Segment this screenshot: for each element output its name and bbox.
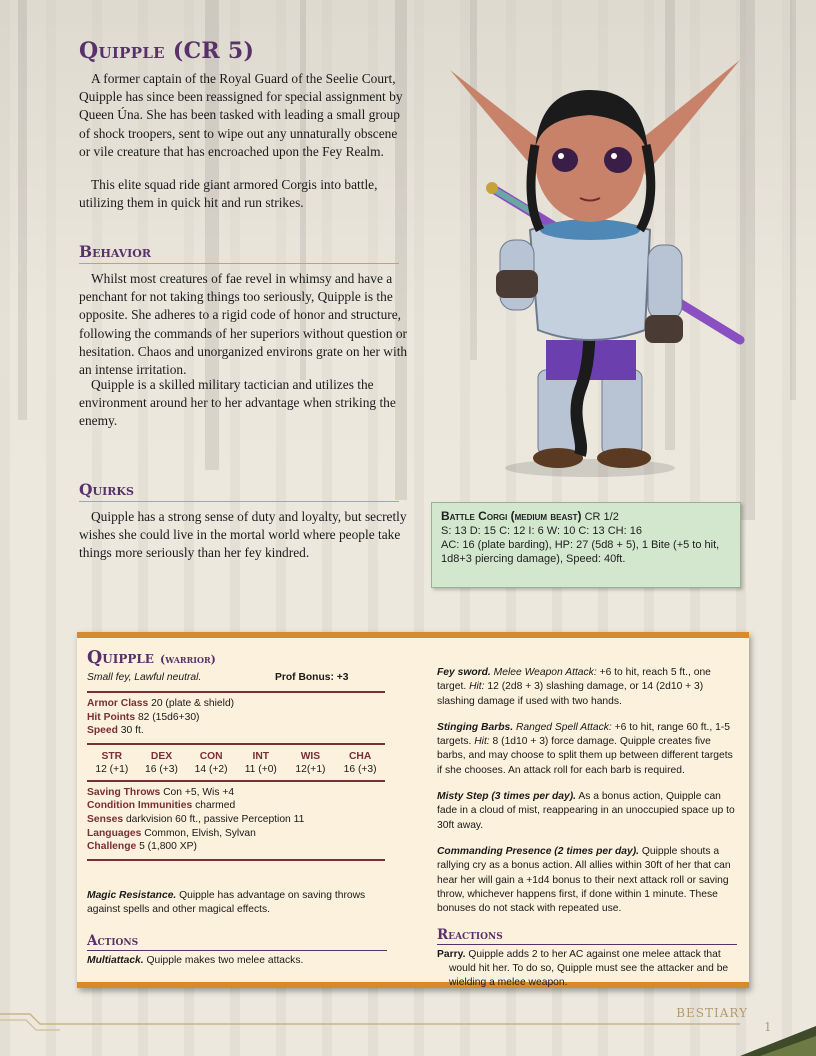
- quipple-stat-block: [77, 632, 749, 988]
- cimm-value: charmed: [195, 800, 236, 812]
- speed-line: [87, 724, 387, 738]
- ability-value: 12 (+1): [95, 763, 129, 775]
- senses-value: darkvision 60 ft., passive Perception 11: [125, 813, 305, 825]
- saving-throws-line: [87, 786, 387, 800]
- saves-label: Saving Throws: [87, 786, 161, 798]
- corgi-line-3: 1d8+3 piercing damage), Speed: 40ft.: [441, 553, 626, 565]
- quipple-figure: [440, 60, 760, 480]
- speed-value: 30 ft.: [120, 725, 144, 737]
- parry-name: Parry.: [437, 948, 466, 960]
- stat-block-title: Quipple: [87, 648, 154, 668]
- background-tree: [790, 0, 796, 400]
- multi-name: Multiattack.: [87, 955, 144, 967]
- multi-text: Quipple makes two melee attacks.: [146, 955, 304, 967]
- behavior-heading: Behavior: [79, 242, 399, 264]
- divider: [87, 780, 385, 782]
- lang-label: Languages: [87, 827, 142, 839]
- barbs-name: Stinging Barbs.: [437, 721, 514, 733]
- fey-hit-label: Hit:: [469, 681, 485, 693]
- footer-section-label: BESTIARY: [676, 1006, 748, 1020]
- parry-text: Quipple adds 2 to her AC against one melee attack that would hit her. To do so, Quipple must see the attacker and be wielding a melee weapon.: [449, 948, 729, 989]
- misty-step-action: [437, 790, 737, 833]
- stat-block-name: [87, 648, 387, 668]
- quirks-paragraph: Quipple has a strong sense of duty and loyalty, but secretly wishes she could live in the mortal world where people take things more seriously than her fey kindred.: [79, 509, 407, 561]
- stinging-barbs-action: [437, 721, 737, 778]
- prof-bonus: Prof Bonus: +3: [275, 672, 349, 683]
- creature-type: Small fey, Lawful neutral.: [87, 672, 202, 683]
- fey-attack-type: Melee Weapon Attack:: [493, 667, 597, 678]
- background-tree: [18, 0, 27, 420]
- cmd-text: Quipple shouts a rallying cry as a bonus action. All allies within 30ft of her that can hear her will gain a +1d4 bonus to their next attack roll or saving throw, whichever happens first, if done within 1 minute. These bonuses do not stack with repeated use.: [437, 845, 731, 915]
- barbs-hit-label: Hit:: [474, 736, 490, 748]
- corgi-title: Battle Corgi (medium beast): [441, 509, 582, 523]
- divider: [87, 859, 385, 861]
- ability-label: DEX: [150, 750, 173, 762]
- armor-class-line: [87, 697, 387, 711]
- senses-line: [87, 813, 387, 827]
- ability-value: 12(+1): [295, 763, 326, 775]
- stat-block-subtitle: (warrior): [160, 653, 216, 666]
- parry-reaction: [437, 948, 737, 991]
- ability-value: 16 (+3): [343, 763, 377, 775]
- hp-label: Hit Points: [87, 711, 136, 723]
- quirks-heading: Quirks: [79, 480, 399, 502]
- hp-value: 82 (15d6+30): [137, 711, 200, 723]
- corgi-cr: CR 1/2: [584, 511, 619, 523]
- hit-points-line: [87, 711, 387, 725]
- magic-resistance: [87, 889, 387, 918]
- ac-label: Armor Class: [87, 698, 149, 709]
- commanding-presence-action: [437, 845, 737, 916]
- battle-corgi-box: [431, 502, 741, 588]
- multiattack: [87, 954, 387, 968]
- page-number: 1: [764, 1020, 772, 1034]
- actions-heading: Actions: [87, 933, 387, 951]
- ability-label: WIS: [300, 750, 321, 762]
- ability-label: STR: [101, 750, 123, 762]
- speed-label: Speed: [87, 725, 118, 737]
- barbs-attack-type: Ranged Spell Attack:: [515, 721, 612, 733]
- intro-paragraph-1: A former captain of the Royal Guard of the Seelie Court, Quipple has since been reassigned for special assignment by Queen Úna. She has been tasked with leading a small group of shock troopers, sent to wipe out any unnaturally obscene or vile creature that has encroached upon the Fey Realm.: [79, 71, 403, 159]
- quipple-illustration: [440, 60, 760, 480]
- barbs-text: 8 (1d10 + 3) force damage. Quipple creates five barbs, and may choose to split them up between different targets if she chooses. An attack roll for each barb is required.: [437, 736, 733, 776]
- challenge-line: [87, 840, 387, 854]
- divider: [87, 691, 385, 693]
- lang-value: Common, Elvish, Sylvan: [144, 827, 256, 839]
- ac-value: 20 (plate & shield): [151, 698, 235, 709]
- fey-to-hit: +6 to hit, reach 5 ft., one target.: [437, 667, 711, 693]
- ability-value: 11 (+0): [244, 763, 277, 775]
- cmd-name: Commanding Presence (2 times per day).: [437, 845, 639, 857]
- saves-value: Con +5, Wis +4: [163, 786, 235, 798]
- ability-scores: [87, 751, 385, 775]
- senses-label: Senses: [87, 813, 124, 825]
- condition-immunities-line: [87, 799, 387, 813]
- magic-name: Magic Resistance.: [87, 889, 177, 901]
- chal-label: Challenge: [87, 841, 137, 853]
- ability-label: INT: [252, 750, 270, 762]
- chal-value: 5 (1,800 XP): [139, 841, 197, 853]
- page-title: Quipple (CR 5): [79, 38, 255, 64]
- ability-label: CON: [199, 750, 223, 762]
- corgi-stats: S: 13 D: 15 C: 12 I: 6 W: 10 C: 13 CH: 16: [441, 525, 642, 537]
- barbs-to-hit: +6 to hit, range 60 ft., 1-5 targets.: [437, 721, 730, 748]
- ability-value: 14 (+2): [194, 763, 228, 775]
- ability-value: 16 (+3): [145, 763, 178, 775]
- corgi-line-2: AC: 16 (plate barding), HP: 27 (5d8 + 5), 1 Bite (+5 to hit,: [441, 539, 720, 551]
- behavior-paragraph-1: Whilst most creatures of fae revel in whimsy and have a penchant for not taking things too seriously, Quipple is the opposite. She adheres to a rigid code of honor and structure, following the commands of her superiors without question or hesitation. Chaos and unorganized environs grate on her with an intense irritation.: [79, 271, 408, 378]
- misty-text: As a bonus action, Quipple can fade in a cloud of mist, reappearing in an unoccupied space up to 30ft away.: [437, 791, 735, 831]
- languages-line: [87, 827, 387, 841]
- fey-name: Fey sword.: [437, 667, 491, 678]
- divider: [87, 743, 385, 745]
- cimm-label: Condition Immunities: [87, 800, 193, 812]
- magic-text: Quipple has advantage on saving throws against spells and other magical effects.: [87, 889, 366, 916]
- fey-text: 12 (2d8 + 3) slashing damage, or 14 (2d10 + 3) slashing damage if used with two hands.: [437, 681, 704, 707]
- fey-sword-action: [437, 666, 737, 709]
- ability-label: CHA: [348, 750, 372, 762]
- misty-name: Misty Step (3 times per day).: [437, 791, 577, 803]
- behavior-paragraph-2: Quipple is a skilled military tactician and utilizes the environment around her to her advantage when striking the enemy.: [79, 377, 396, 429]
- intro-paragraph-2: This elite squad ride giant armored Corgis into battle, utilizing them in quick hit and run strikes.: [79, 177, 378, 211]
- reactions-heading: Reactions: [437, 928, 737, 944]
